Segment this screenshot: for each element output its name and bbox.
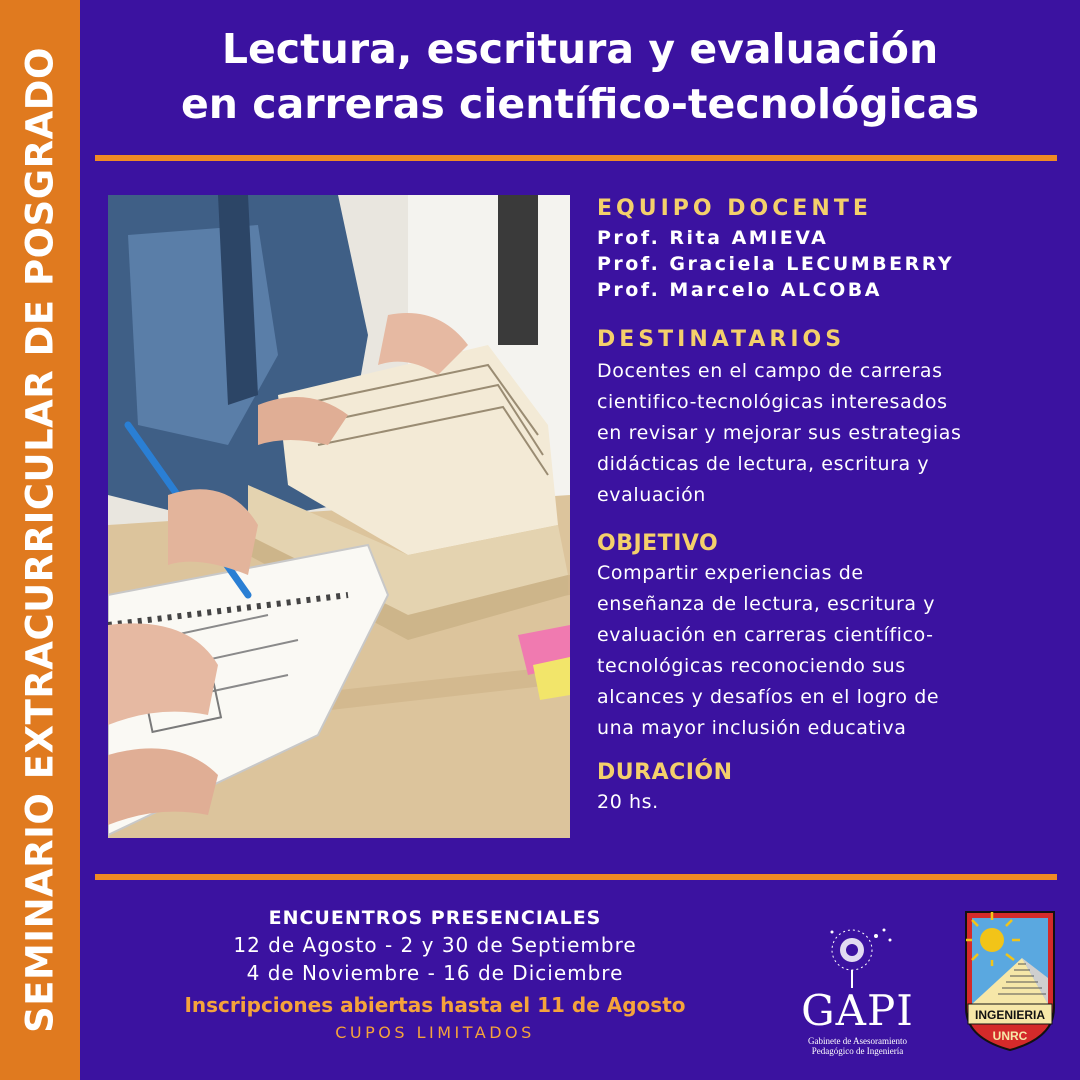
text-line: en revisar y mejorar sus estrategias [597,422,962,444]
team-list [597,225,1057,303]
study-photo [108,195,570,838]
text-line: cientifico-tecnológicas interesados [597,391,948,413]
page-title [100,22,1060,132]
footer-info [120,905,750,1042]
title-line-1: Lectura, escritura y evaluación [221,25,939,73]
destinatarios-text [597,356,1057,511]
gapi-subtitle [790,1036,925,1056]
objetivo-text [597,558,1057,744]
dandelion-icon [790,918,925,988]
sidebar-label: SEMINARIO EXTRACURRICULAR DE POSGRADO [18,47,62,1033]
inscripciones-text: Inscripciones abiertas hasta el 11 de Agosto [184,993,686,1017]
text-line: tecnológicas reconociendo sus [597,655,906,677]
unrc-label: UNRC [992,1029,1028,1043]
dates-line-2: 4 de Noviembre - 16 de Diciembre [246,961,624,985]
sidebar-band [0,0,80,1080]
text-line: didácticas de lectura, escritura y [597,453,930,475]
dates-line-1: 12 de Agosto - 2 y 30 de Septiembre [233,933,637,957]
text-line: alcances y desafíos en el logro de [597,686,940,708]
gapi-logo [790,918,925,1058]
top-divider [95,155,1057,161]
title-line-2: en carreras científico-tecnológicas [181,80,979,128]
encuentros-title: ENCUENTROS PRESENCIALES [268,907,602,929]
text-line: Docentes en el campo de carreras [597,360,943,382]
text-line: evaluación [597,484,706,506]
gapi-subtitle-line: Pedagógico de Ingeniería [811,1046,904,1056]
text-line: Compartir experiencias de [597,562,864,584]
destinatarios-heading: DESTINATARIOS [597,327,846,352]
bottom-divider [95,874,1057,880]
ingenieria-label: INGENIERIA [974,1008,1046,1022]
text-line: enseñanza de lectura, escritura y [597,593,936,615]
gapi-subtitle-line: Gabinete de Asesoramiento [808,1036,907,1046]
team-member: Prof. Graciela LECUMBERRY [597,253,955,275]
duracion-value: 20 hs. [597,791,659,813]
team-member: Prof. Rita AMIEVA [597,227,829,249]
gapi-name: GAPI [801,986,914,1035]
ingenieria-unrc-logo [962,908,1058,1052]
info-column [597,196,1057,818]
team-member: Prof. Marcelo ALCOBA [597,279,882,301]
objetivo-heading: OBJETIVO [597,531,719,556]
text-line: una mayor inclusión educativa [597,717,907,739]
text-line: evaluación en carreras científico- [597,624,934,646]
cupos-text: CUPOS LIMITADOS [335,1023,535,1042]
duracion-heading: DURACIÓN [597,760,733,785]
team-heading: EQUIPO DOCENTE [597,196,872,221]
